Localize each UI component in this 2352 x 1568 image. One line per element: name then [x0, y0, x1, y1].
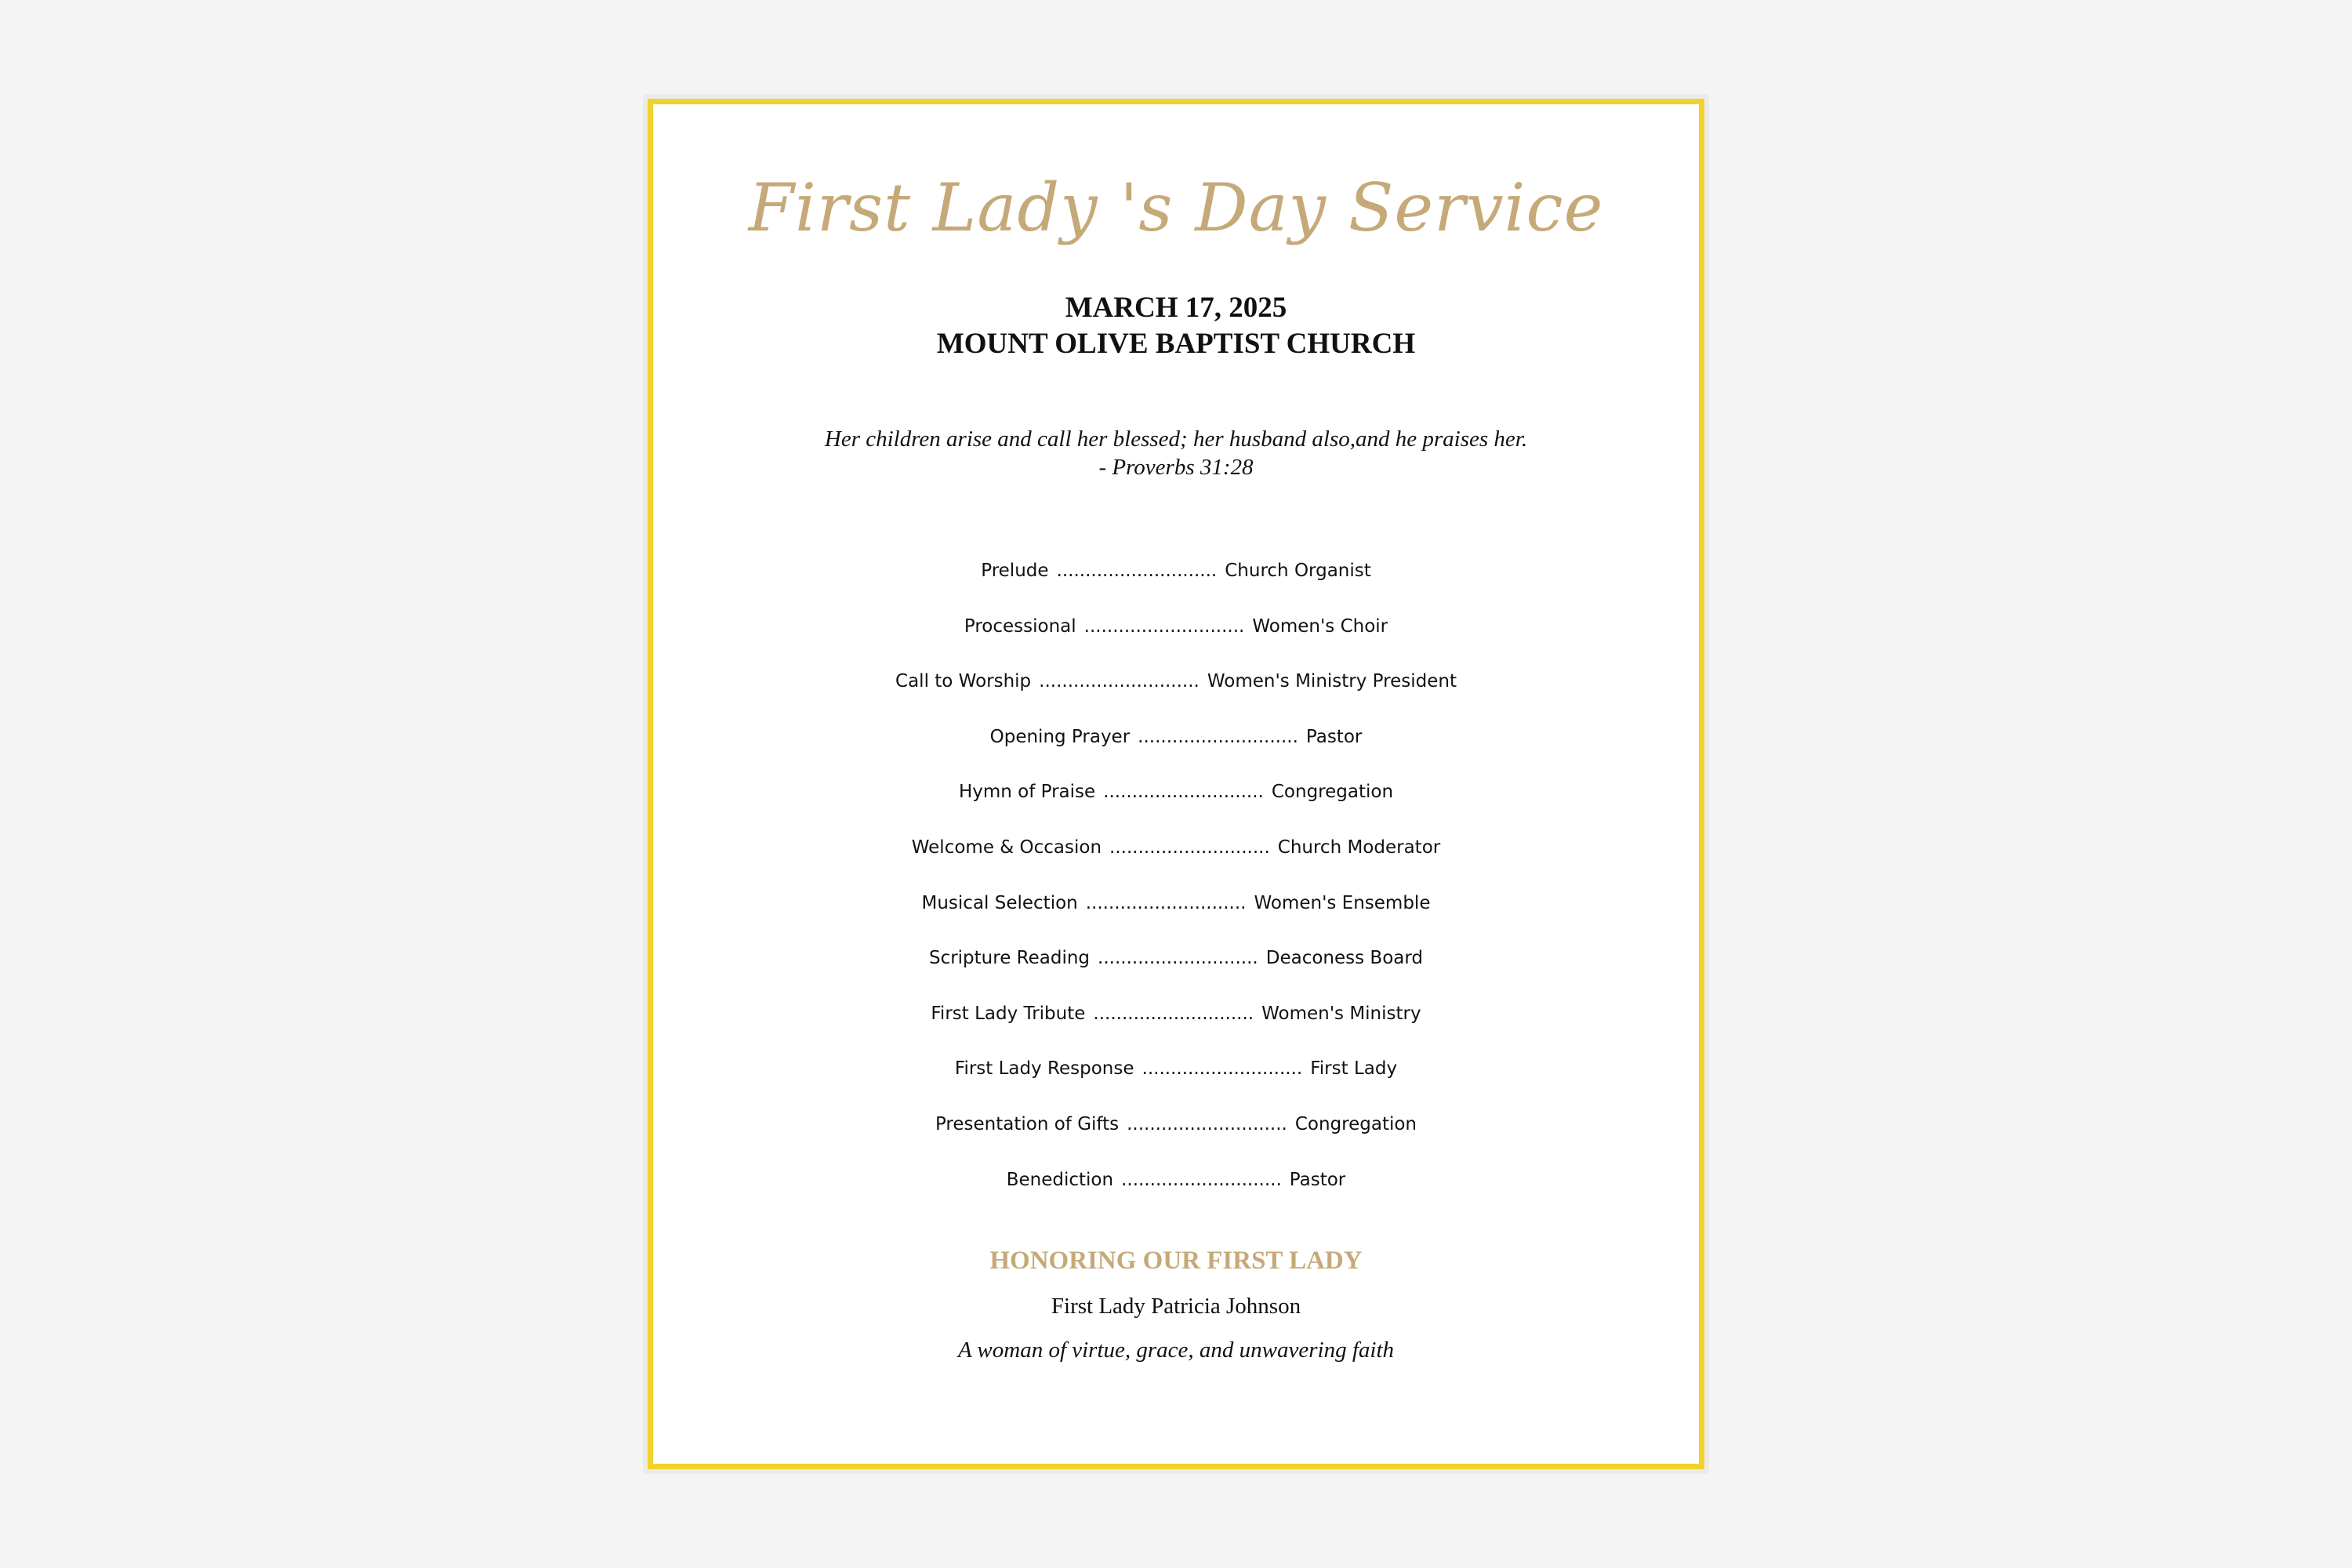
- program-leader: Deaconess Board: [1265, 948, 1424, 969]
- program-dots: ............................: [1103, 782, 1264, 803]
- order-of-service: [653, 543, 1699, 1207]
- program-item: [653, 599, 1699, 655]
- program-dots: ............................: [1142, 1058, 1303, 1080]
- program-leader: First Lady: [1310, 1058, 1398, 1080]
- program-leader: Congregation: [1271, 782, 1394, 803]
- program-item: [653, 931, 1699, 986]
- program-part: Presentation of Gifts: [935, 1113, 1120, 1134]
- program-leader: Women's Ensemble: [1254, 892, 1431, 913]
- program-dots: ............................: [1098, 948, 1258, 969]
- program-part: Hymn of Praise: [958, 782, 1096, 803]
- program-dots: ............................: [1056, 561, 1218, 581]
- program-item: [653, 986, 1699, 1042]
- program-dots: ............................: [1093, 1003, 1254, 1024]
- program-part: Scripture Reading: [928, 948, 1091, 969]
- program-item: [653, 1097, 1699, 1152]
- page-content: [653, 104, 1699, 1464]
- service-title: First Lady 's Day Service: [748, 169, 1604, 246]
- program-item: [653, 1041, 1699, 1097]
- program-leader: Pastor: [1305, 726, 1363, 747]
- program-item: [653, 1152, 1699, 1208]
- program-dots: ............................: [1121, 1169, 1282, 1190]
- program-item: [653, 710, 1699, 765]
- scripture-reference: - Proverbs 31:28: [1098, 455, 1254, 480]
- program-part: First Lady Response: [954, 1058, 1134, 1080]
- program-dots: ............................: [1085, 892, 1247, 913]
- program-dots: ............................: [1039, 671, 1200, 692]
- program-leader: Pastor: [1289, 1169, 1346, 1190]
- program-leader: Women's Choir: [1252, 615, 1388, 637]
- program-leader: Women's Ministry President: [1207, 671, 1457, 692]
- program-dots: ............................: [1109, 837, 1270, 858]
- church-name: MOUNT OLIVE BAPTIST CHURCH: [936, 328, 1416, 360]
- program-part: Benediction: [1006, 1169, 1114, 1190]
- program-part: Prelude: [981, 561, 1049, 581]
- program-item: [653, 654, 1699, 710]
- scripture-verse: Her children arise and call her blessed; her husband also,and he praises her.: [824, 426, 1528, 452]
- program-leader: Congregation: [1294, 1113, 1417, 1134]
- program-part: Opening Prayer: [989, 726, 1131, 747]
- program-item: [653, 543, 1699, 599]
- program-leader: Women's Ministry: [1261, 1003, 1421, 1024]
- honor-heading: HONORING OUR FIRST LADY: [989, 1247, 1363, 1275]
- program-item: [653, 820, 1699, 876]
- program-page: [648, 99, 1704, 1469]
- program-dots: ............................: [1138, 726, 1298, 747]
- program-leader: Church Moderator: [1277, 837, 1441, 858]
- program-item: [653, 764, 1699, 820]
- service-date: MARCH 17, 2025: [1065, 292, 1287, 324]
- honoree-name: First Lady Patricia Johnson: [1051, 1294, 1301, 1319]
- honoree-tagline: A woman of virtue, grace, and unwavering faith: [957, 1338, 1395, 1363]
- program-dots: ............................: [1083, 615, 1245, 637]
- program-dots: ............................: [1127, 1113, 1287, 1134]
- program-item: [653, 876, 1699, 931]
- program-part: Musical Selection: [921, 892, 1078, 913]
- program-part: First Lady Tribute: [931, 1003, 1086, 1024]
- program-part: Call to Worship: [895, 671, 1032, 692]
- program-part: Processional: [964, 615, 1076, 637]
- program-leader: Church Organist: [1225, 561, 1371, 581]
- program-part: Welcome & Occasion: [911, 837, 1102, 858]
